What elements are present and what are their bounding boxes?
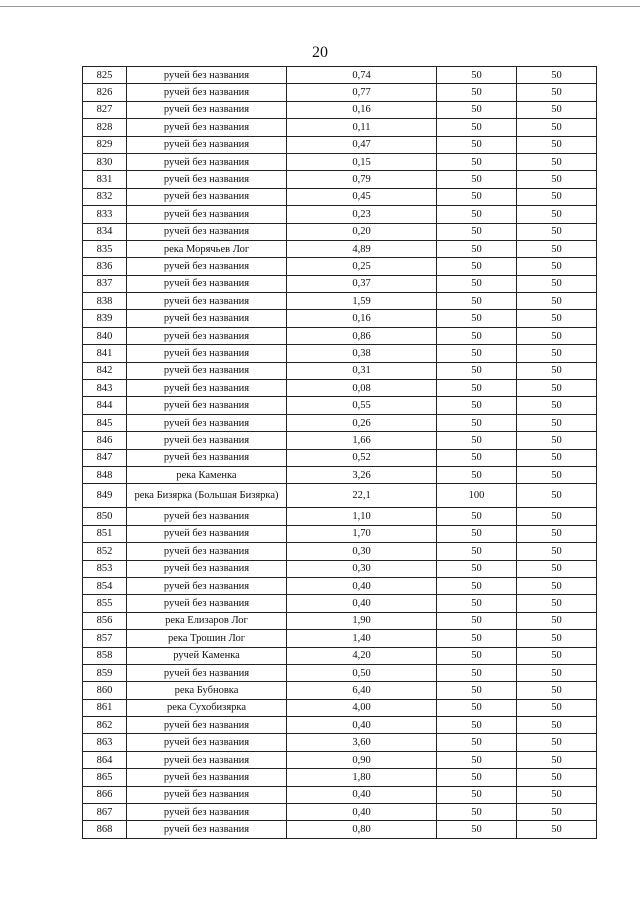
length-cell: 3,60 [287,734,437,751]
strip-width-cell: 50 [517,327,597,344]
length-cell: 0,20 [287,223,437,240]
watercourse-name-cell: ручей без названия [127,293,287,310]
watercourse-name-cell: ручей без названия [127,223,287,240]
strip-width-cell: 50 [517,508,597,525]
watercourse-name-cell: река Бизярка (Большая Бизярка) [127,484,287,508]
row-number-cell: 838 [83,293,127,310]
table-row [83,804,597,821]
strip-width-cell: 50 [517,153,597,170]
strip-width-cell: 50 [517,804,597,821]
strip-width-cell: 50 [517,101,597,118]
strip-width-cell: 50 [517,223,597,240]
row-number-cell: 866 [83,786,127,803]
zone-width-cell: 50 [437,821,517,838]
strip-width-cell: 50 [517,380,597,397]
table-row [83,751,597,768]
row-number-cell: 855 [83,595,127,612]
strip-width-cell: 50 [517,397,597,414]
strip-width-cell: 50 [517,206,597,223]
zone-width-cell: 50 [437,769,517,786]
zone-width-cell: 50 [437,397,517,414]
watercourse-name-cell: ручей без названия [127,769,287,786]
zone-width-cell: 50 [437,630,517,647]
length-cell: 3,26 [287,466,437,483]
table-row [83,119,597,136]
strip-width-cell: 50 [517,769,597,786]
strip-width-cell: 50 [517,543,597,560]
watercourse-name-cell: ручей без названия [127,751,287,768]
zone-width-cell: 50 [437,310,517,327]
zone-width-cell: 100 [437,484,517,508]
row-number-cell: 834 [83,223,127,240]
length-cell: 4,89 [287,240,437,257]
zone-width-cell: 50 [437,612,517,629]
watercourse-name-cell: ручей без названия [127,258,287,275]
row-number-cell: 842 [83,362,127,379]
table-row [83,543,597,560]
zone-width-cell: 50 [437,171,517,188]
zone-width-cell: 50 [437,734,517,751]
page-number: 20 [312,44,328,61]
strip-width-cell: 50 [517,310,597,327]
row-number-cell: 853 [83,560,127,577]
table-row [83,786,597,803]
row-number-cell: 852 [83,543,127,560]
strip-width-cell: 50 [517,171,597,188]
watercourse-name-cell: ручей без названия [127,508,287,525]
row-number-cell: 857 [83,630,127,647]
strip-width-cell: 50 [517,449,597,466]
row-number-cell: 826 [83,84,127,101]
strip-width-cell: 50 [517,188,597,205]
row-number-cell: 851 [83,525,127,542]
watercourse-name-cell: ручей без названия [127,664,287,681]
table-row [83,734,597,751]
watercourse-name-cell: ручей без названия [127,275,287,292]
strip-width-cell: 50 [517,717,597,734]
table-row [83,682,597,699]
watercourse-name-cell: ручей Каменка [127,647,287,664]
length-cell: 0,11 [287,119,437,136]
length-cell: 0,77 [287,84,437,101]
table-row [83,821,597,838]
strip-width-cell: 50 [517,84,597,101]
watercourse-name-cell: ручей без названия [127,804,287,821]
length-cell: 0,86 [287,327,437,344]
length-cell: 0,45 [287,188,437,205]
zone-width-cell: 50 [437,153,517,170]
watercourse-name-cell: ручей без названия [127,414,287,431]
table-row [83,101,597,118]
table-row [83,577,597,594]
watercourse-name-cell: ручей без названия [127,67,287,84]
length-cell: 0,31 [287,362,437,379]
length-cell: 0,15 [287,153,437,170]
zone-width-cell: 50 [437,136,517,153]
strip-width-cell: 50 [517,786,597,803]
watercourse-name-cell: река Елизаров Лог [127,612,287,629]
strip-width-cell: 50 [517,136,597,153]
zone-width-cell: 50 [437,664,517,681]
zone-width-cell: 50 [437,223,517,240]
table-row [83,595,597,612]
row-number-cell: 827 [83,101,127,118]
length-cell: 6,40 [287,682,437,699]
length-cell: 0,30 [287,560,437,577]
table-row [83,449,597,466]
watercourse-name-cell: ручей без названия [127,153,287,170]
length-cell: 4,00 [287,699,437,716]
watercourse-name-cell: ручей без названия [127,136,287,153]
watercourse-name-cell: ручей без названия [127,717,287,734]
row-number-cell: 860 [83,682,127,699]
strip-width-cell: 50 [517,240,597,257]
watercourse-name-cell: ручей без названия [127,380,287,397]
table-row [83,362,597,379]
zone-width-cell: 50 [437,101,517,118]
row-number-cell: 831 [83,171,127,188]
table-row [83,345,597,362]
strip-width-cell: 50 [517,612,597,629]
zone-width-cell: 50 [437,67,517,84]
row-number-cell: 836 [83,258,127,275]
length-cell: 0,55 [287,397,437,414]
zone-width-cell: 50 [437,699,517,716]
zone-width-cell: 50 [437,682,517,699]
watercourse-name-cell: ручей без названия [127,560,287,577]
row-number-cell: 830 [83,153,127,170]
strip-width-cell: 50 [517,525,597,542]
watercourse-name-cell: ручей без названия [127,543,287,560]
strip-width-cell: 50 [517,577,597,594]
table-row [83,258,597,275]
table-row [83,414,597,431]
length-cell: 0,16 [287,101,437,118]
watercourse-name-cell: река Сухобизярка [127,699,287,716]
watercourse-name-cell: ручей без названия [127,188,287,205]
length-cell: 0,37 [287,275,437,292]
strip-width-cell: 50 [517,699,597,716]
table-row [83,508,597,525]
strip-width-cell: 50 [517,751,597,768]
table-row [83,136,597,153]
row-number-cell: 828 [83,119,127,136]
watercourse-name-cell: ручей без названия [127,432,287,449]
watercourse-name-cell: река Бубновка [127,682,287,699]
length-cell: 0,40 [287,717,437,734]
length-cell: 0,38 [287,345,437,362]
length-cell: 0,40 [287,786,437,803]
row-number-cell: 839 [83,310,127,327]
zone-width-cell: 50 [437,240,517,257]
table-row [83,647,597,664]
length-cell: 0,47 [287,136,437,153]
length-cell: 1,40 [287,630,437,647]
table-row [83,67,597,84]
strip-width-cell: 50 [517,484,597,508]
watercourse-name-cell: ручей без названия [127,310,287,327]
watercourse-name-cell: река Морячьев Лог [127,240,287,257]
table-row [83,293,597,310]
zone-width-cell: 50 [437,508,517,525]
table-row [83,612,597,629]
watercourse-name-cell: ручей без названия [127,786,287,803]
zone-width-cell: 50 [437,345,517,362]
table-row [83,630,597,647]
watercourse-name-cell: ручей без названия [127,327,287,344]
length-cell: 1,66 [287,432,437,449]
zone-width-cell: 50 [437,206,517,223]
strip-width-cell: 50 [517,560,597,577]
zone-width-cell: 50 [437,647,517,664]
strip-width-cell: 50 [517,664,597,681]
length-cell: 0,25 [287,258,437,275]
table-row [83,188,597,205]
strip-width-cell: 50 [517,275,597,292]
strip-width-cell: 50 [517,821,597,838]
length-cell: 0,23 [287,206,437,223]
strip-width-cell: 50 [517,466,597,483]
row-number-cell: 868 [83,821,127,838]
zone-width-cell: 50 [437,84,517,101]
length-cell: 0,80 [287,821,437,838]
length-cell: 1,80 [287,769,437,786]
length-cell: 0,52 [287,449,437,466]
row-number-cell: 850 [83,508,127,525]
row-number-cell: 833 [83,206,127,223]
length-cell: 0,30 [287,543,437,560]
row-number-cell: 837 [83,275,127,292]
length-cell: 0,40 [287,577,437,594]
strip-width-cell: 50 [517,630,597,647]
row-number-cell: 846 [83,432,127,449]
table-row [83,380,597,397]
table-row [83,223,597,240]
length-cell: 0,74 [287,67,437,84]
length-cell: 1,10 [287,508,437,525]
row-number-cell: 845 [83,414,127,431]
length-cell: 1,90 [287,612,437,629]
table-row [83,171,597,188]
row-number-cell: 858 [83,647,127,664]
row-number-cell: 829 [83,136,127,153]
table-row [83,153,597,170]
watercourse-name-cell: ручей без названия [127,345,287,362]
length-cell: 0,90 [287,751,437,768]
row-number-cell: 832 [83,188,127,205]
zone-width-cell: 50 [437,717,517,734]
strip-width-cell: 50 [517,647,597,664]
zone-width-cell: 50 [437,380,517,397]
strip-width-cell: 50 [517,293,597,310]
watercourse-name-cell: река Каменка [127,466,287,483]
strip-width-cell: 50 [517,345,597,362]
strip-width-cell: 50 [517,258,597,275]
zone-width-cell: 50 [437,543,517,560]
zone-width-cell: 50 [437,258,517,275]
zone-width-cell: 50 [437,188,517,205]
watercourse-name-cell: ручей без названия [127,397,287,414]
row-number-cell: 861 [83,699,127,716]
zone-width-cell: 50 [437,525,517,542]
length-cell: 0,40 [287,595,437,612]
table-row [83,769,597,786]
length-cell: 0,08 [287,380,437,397]
length-cell: 0,50 [287,664,437,681]
zone-width-cell: 50 [437,449,517,466]
zone-width-cell: 50 [437,119,517,136]
zone-width-cell: 50 [437,362,517,379]
strip-width-cell: 50 [517,432,597,449]
row-number-cell: 840 [83,327,127,344]
table-row [83,717,597,734]
length-cell: 4,20 [287,647,437,664]
row-number-cell: 863 [83,734,127,751]
zone-width-cell: 50 [437,466,517,483]
table-row [83,525,597,542]
zone-width-cell: 50 [437,786,517,803]
row-number-cell: 854 [83,577,127,594]
strip-width-cell: 50 [517,414,597,431]
table-row [83,84,597,101]
watercourse-name-cell: ручей без названия [127,577,287,594]
strip-width-cell: 50 [517,734,597,751]
row-number-cell: 856 [83,612,127,629]
watercourse-name-cell: ручей без названия [127,119,287,136]
watercourse-name-cell: ручей без названия [127,734,287,751]
table-row [83,397,597,414]
watercourse-name-cell: ручей без названия [127,171,287,188]
rivers-table [82,66,597,839]
watercourse-name-cell: ручей без названия [127,362,287,379]
row-number-cell: 849 [83,484,127,508]
scan-top-edge [0,0,640,7]
row-number-cell: 862 [83,717,127,734]
strip-width-cell: 50 [517,119,597,136]
strip-width-cell: 50 [517,67,597,84]
zone-width-cell: 50 [437,275,517,292]
table-body [83,67,597,839]
row-number-cell: 843 [83,380,127,397]
row-number-cell: 841 [83,345,127,362]
zone-width-cell: 50 [437,751,517,768]
watercourse-name-cell: ручей без названия [127,206,287,223]
zone-width-cell: 50 [437,577,517,594]
strip-width-cell: 50 [517,362,597,379]
table-row [83,432,597,449]
row-number-cell: 847 [83,449,127,466]
zone-width-cell: 50 [437,414,517,431]
row-number-cell: 865 [83,769,127,786]
strip-width-cell: 50 [517,682,597,699]
watercourse-name-cell: ручей без названия [127,84,287,101]
length-cell: 0,40 [287,804,437,821]
length-cell: 22,1 [287,484,437,508]
watercourse-name-cell: ручей без названия [127,525,287,542]
watercourse-name-cell: ручей без названия [127,449,287,466]
table-row [83,240,597,257]
zone-width-cell: 50 [437,327,517,344]
table-row [83,664,597,681]
watercourse-name-cell: река Трошин Лог [127,630,287,647]
table-row [83,206,597,223]
table-row [83,275,597,292]
zone-width-cell: 50 [437,293,517,310]
table-row [83,310,597,327]
row-number-cell: 867 [83,804,127,821]
row-number-cell: 864 [83,751,127,768]
length-cell: 0,16 [287,310,437,327]
strip-width-cell: 50 [517,595,597,612]
table-row [83,327,597,344]
watercourse-name-cell: ручей без названия [127,595,287,612]
zone-width-cell: 50 [437,595,517,612]
watercourse-name-cell: ручей без названия [127,101,287,118]
watercourse-name-cell: ручей без названия [127,821,287,838]
table-row [83,699,597,716]
length-cell: 0,26 [287,414,437,431]
row-number-cell: 835 [83,240,127,257]
row-number-cell: 859 [83,664,127,681]
table-row [83,560,597,577]
row-number-cell: 848 [83,466,127,483]
table-row [83,484,597,508]
zone-width-cell: 50 [437,432,517,449]
table-row [83,466,597,483]
length-cell: 0,79 [287,171,437,188]
zone-width-cell: 50 [437,560,517,577]
row-number-cell: 825 [83,67,127,84]
zone-width-cell: 50 [437,804,517,821]
length-cell: 1,70 [287,525,437,542]
row-number-cell: 844 [83,397,127,414]
length-cell: 1,59 [287,293,437,310]
